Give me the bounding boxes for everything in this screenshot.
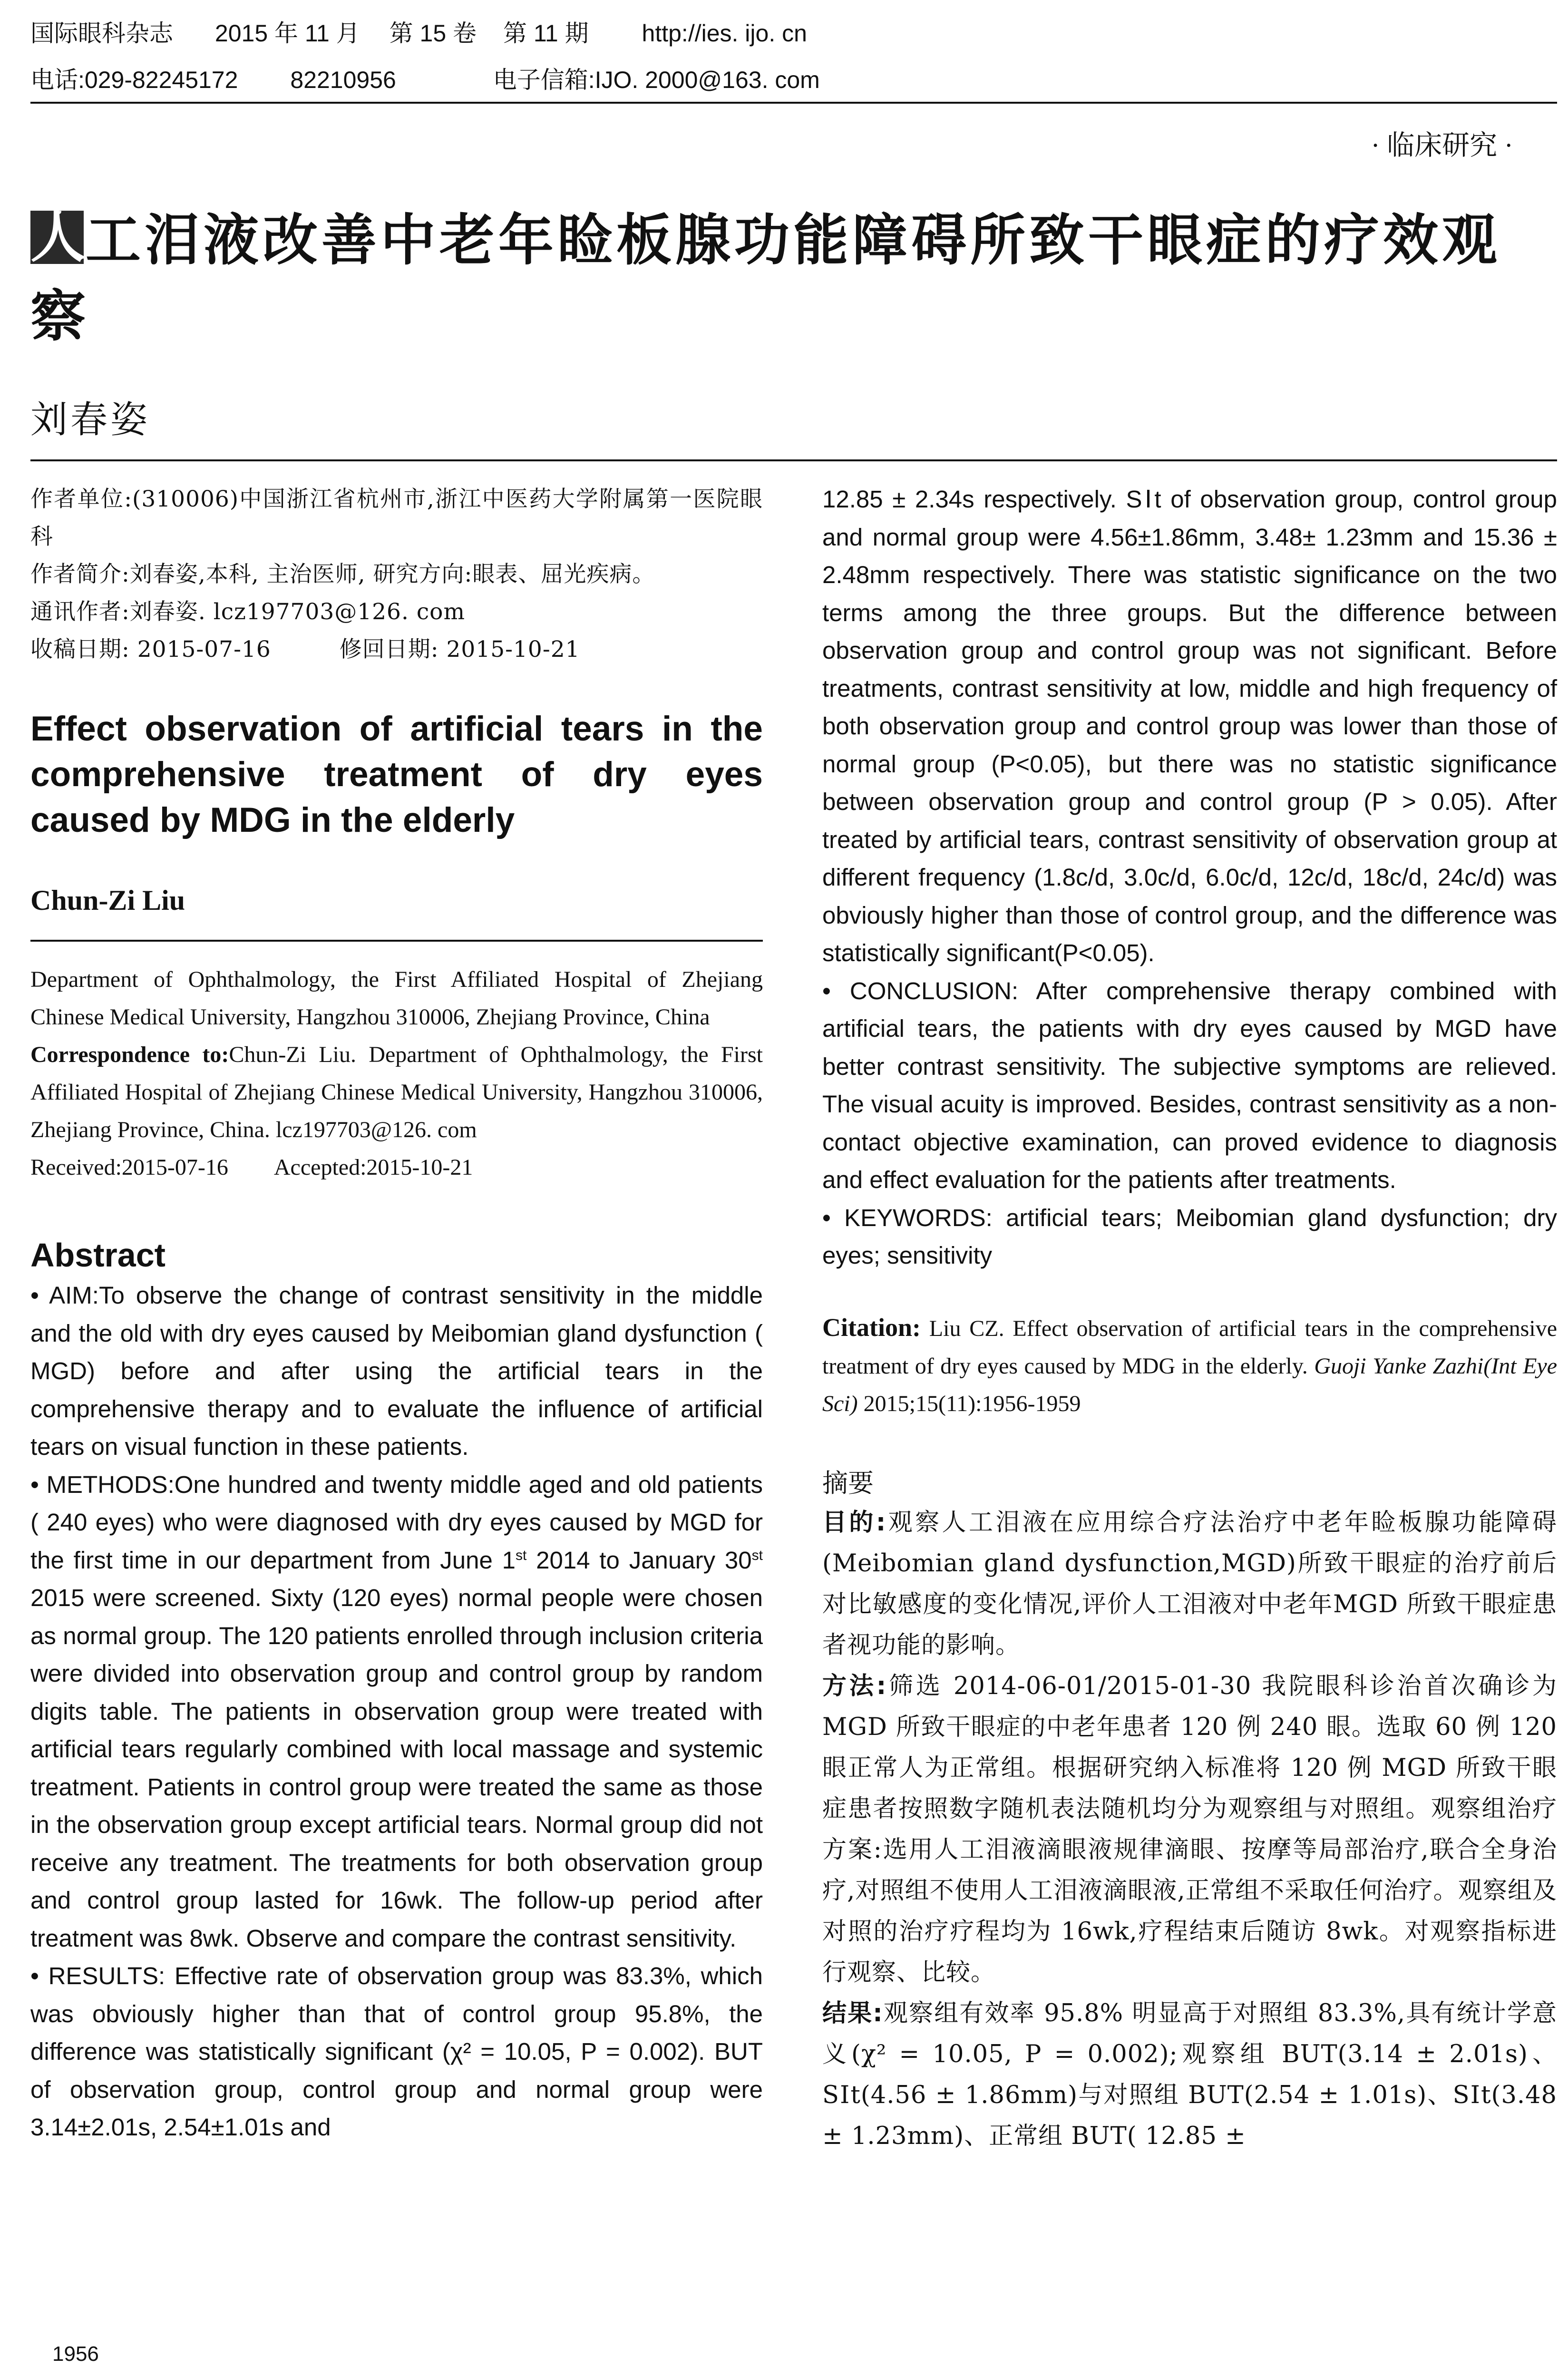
received-accepted: Received:2015-07-16 Accepted:2015-10-21 (30, 1155, 473, 1180)
cn-results-label: 结果: (822, 1999, 883, 2027)
abstract-conclusion: • CONCLUSION: After comprehensive therapy combined with artificial tears, the patients with dry eyes caused by MGD have better contrast sensitivity. The subjective symptoms are relieved. The visual acuity is improved. Besides, contrast sensitivity as a non-contact objective examination, can proved evidence to diagnosis and effect evaluation for the patients after treatments. (822, 977, 1557, 1193)
dates-cn: 收稿日期: 2015-07-16 修回日期: 2015-10-21 (30, 636, 580, 662)
volume: 第 15 卷 (389, 20, 477, 47)
journal-url[interactable]: http://ies. ijo. cn (642, 20, 807, 47)
methods-text-1: • METHODS:One hundred and twenty middle aged and old patients ( 240 eyes) who were diagnosed with dry eyes caused by MGD for the first time in our department from June 1 (30, 1471, 763, 1574)
citation (822, 1309, 1557, 1422)
cn-methods-text: 筛选 2014-06-01/2015-01-30 我院眼科诊治首次确诊为 MGD 所致干眼症的中老年患者 120 例 240 眼。选取 60 例 120 眼正常人为正常组。根据研究纳入标准将 120 例 MGD 所致干眼症患者按照数字随机表法随机均分为观察组与对照组。观察组治疗方案:选用人工泪液滴眼液规律滴眼、按摩等局部治疗,联合全身治疗,对照组不使用人工泪液滴眼液,正常组不采取任何治疗。观察组及对照的治疗疗程均为 16wk,疗程结束后随访 8wk。对观察指标进行观察、比较。 (822, 1672, 1557, 1987)
abstract-aim: • AIM:To observe the change of contrast sensitivity in the middle and the old with dry eyes caused by Meibomian gland dysfunction ( MGD) before and after using the artificial tears in the comprehensive therapy and to evaluate the influence of artificial tears on visual function in these patients. (30, 1282, 763, 1460)
right-column (822, 480, 1557, 2157)
citation-journal: Guoji Yanke Zazhi(Int Eye Sci) (822, 1353, 1557, 1416)
cn-methods (822, 1666, 1557, 1993)
section-label: · 临床研究 · (1371, 130, 1513, 161)
cn-results-text: 观察组有效率 95.8% 明显高于对照组 83.3%,具有统计学意义(χ² = 10.05, P = 0.002);观察组 BUT(3.14 ± 2.01s)、SⅠt(4.56 ± 1.86mm)与对照组 BUT(2.54 ± 1.01s)、SⅠt(3.48 ± 1.23mm)、正常组 BUT( 12.85 ± (822, 1999, 1557, 2150)
cn-aim-text: 观察人工泪液在应用综合疗法治疗中老年睑板腺功能障碍(Meibomian gland dysfunction,MGD)所致干眼症的治疗前后对比敏感度的变化情况,评价人工泪液对中老年MGD 所致干眼症患者视功能的影响。 (822, 1508, 1557, 1659)
english-author: Chun-Zi Liu (30, 885, 185, 916)
citation-ref: 2015;15(11):1956-1959 (857, 1391, 1081, 1416)
phone-2: 82210956 (290, 67, 396, 93)
cn-results (822, 1993, 1557, 2157)
abstract-results-part-1: • RESULTS: Effective rate of observation group was 83.3%, which was obviously higher than that of control group 95.8%, the difference was statistically significant (χ² = 10.05, P = 0.002). BUT of observation group, control group and normal group were 3.14±2.01s, 2.54±1.01s and (30, 1962, 763, 2141)
correspondence (30, 1036, 763, 1149)
correspondence-text: Chun-Zi Liu. Department of Ophthalmology, the First Affiliated Hospital of Zhejiang Chinese Medical University, Hangzhou 310006, Zhejiang Province, China. lcz197703@126. com (30, 1042, 763, 1142)
header-divider (30, 102, 1557, 104)
author-divider (30, 940, 763, 942)
left-column (30, 480, 763, 2146)
methods-text-2: 2014 to January 30 (526, 1546, 752, 1574)
methods-sup-2: st (751, 1547, 763, 1563)
chinese-abstract-heading: 摘要 (822, 1468, 874, 1498)
article-title (30, 202, 1557, 354)
email[interactable]: 电子信箱:IJO. 2000@163. com (493, 67, 820, 93)
corresponding-author-cn: 通讯作者:刘春姿. lcz197703@126. com (30, 599, 466, 625)
author-profile-cn: 作者简介:刘春姿,本科, 主治医师, 研究方向:眼表、屈光疾病。 (30, 561, 655, 587)
abstract-methods (30, 1466, 763, 1958)
abstract-keywords: • KEYWORDS: artificial tears; Meibomian gland dysfunction; dry eyes; sensitivity (822, 1204, 1557, 1269)
author-affiliation-cn: 作者单位:(310006)中国浙江省杭州市,浙江中医药大学附属第一医院眼科 (30, 486, 763, 550)
cn-aim-label: 目的: (822, 1508, 886, 1537)
header-line-1 (30, 19, 807, 48)
phone: 电话:029-82245172 (30, 67, 238, 93)
cn-aim (822, 1502, 1557, 1666)
issue-date: 2015 年 11 月 (214, 20, 360, 47)
page-number: 1956 (52, 2342, 99, 2366)
citation-label: Citation: (822, 1313, 921, 1342)
abstract-results-part-2: 12.85 ± 2.34s respectively. SⅠt of observation group, control group and normal group were 4.56±1.86mm, 3.48± 1.23mm and 15.36 ± 2.48mm respectively. There was statistic significance on the two terms among the three groups. But the difference between observation group and control group was not significant. Before treatments, contrast sensitivity at low, middle and high frequency of both observation group and control group was lower than those of normal group (P<0.05), but there was no statistic significance between observation group and control group (P > 0.05). After treated by artificial tears, contrast sensitivity of observation group at different frequency (1.8c/d, 3.0c/d, 6.0c/d, 12c/d, 18c/d, 24c/d) was obviously higher than those of control group, and the difference was statistically significant(P<0.05). (822, 486, 1557, 966)
english-title: Effect observation of artificial tears in the comprehensive treatment of dry eyes caused by MDG in the elderly (30, 710, 763, 839)
title-drop-cap: 人 (30, 206, 89, 268)
citation-text: Liu CZ. Effect observation of artificial tears in the comprehensive treatment of dry eyes caused by MDG in the elderly. (822, 1315, 1558, 1379)
issue-number: 第 11 期 (503, 20, 589, 47)
abstract-heading: Abstract (30, 1237, 166, 1274)
title-text: 工泪液改善中老年睑板腺功能障碍所致干眼症的疗效观察 (30, 209, 1501, 347)
title-divider (30, 459, 1557, 461)
journal-name: 国际眼科杂志 (30, 20, 173, 47)
cn-methods-label: 方法: (822, 1672, 887, 1700)
header-line-2 (30, 66, 820, 94)
affiliation: Department of Ophthalmology, the First Affiliated Hospital of Zhejiang Chinese Medical University, Hangzhou 310006, Zhejiang Province, China (30, 967, 763, 1030)
methods-text-3: 2015 were screened. Sixty (120 eyes) normal people were chosen as normal group. The 120 patients enrolled through inclusion criteria were divided into observation group and control group by random digits table. The patients in observation group were treated with artificial tears regularly combined with local massage and systemic treatment. Patients in control group were treated the same as those in the observation group except artificial tears. Normal group did not receive any treatment. The treatments for both observation group and control group lasted for 16wk. The follow-up period after treatment was 8wk. Observe and compare the contrast sensitivity. (30, 1584, 763, 1952)
methods-sup-1: st (516, 1547, 527, 1563)
author-chinese: 刘春姿 (30, 399, 151, 441)
correspondence-label: Correspondence to: (30, 1042, 229, 1067)
